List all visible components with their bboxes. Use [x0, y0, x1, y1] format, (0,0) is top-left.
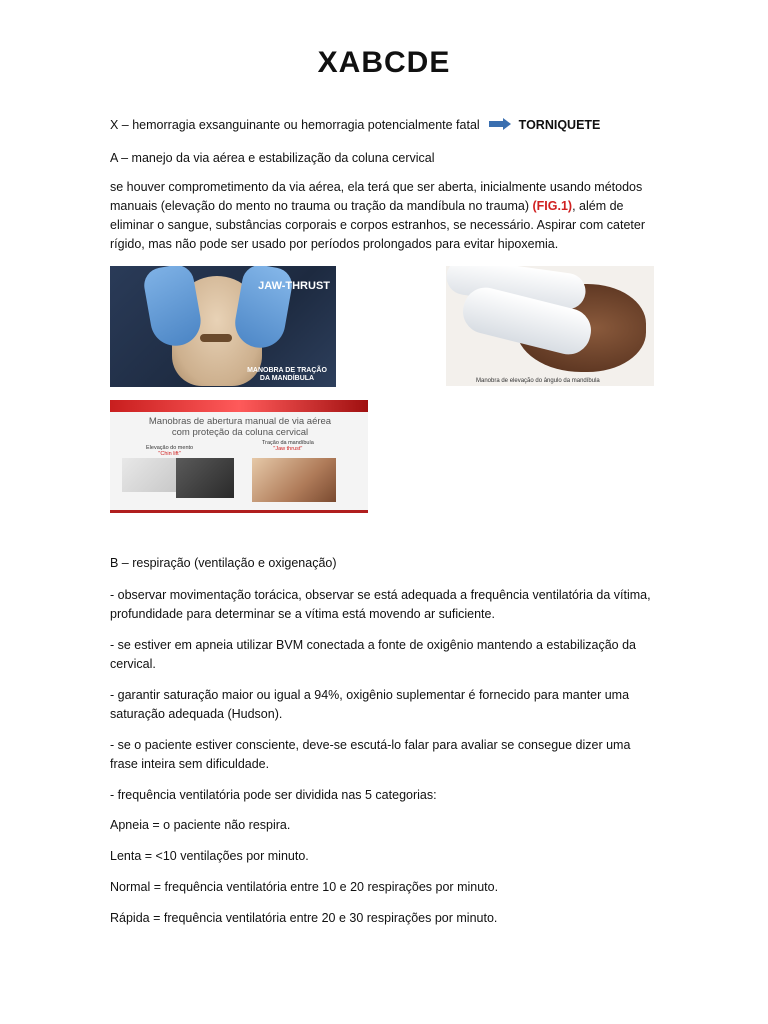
- mannequin-mouth: [200, 334, 232, 342]
- jaw-thrust-caption: MANOBRA DE TRAÇÃO DA MANDÍBULA: [247, 367, 327, 382]
- chin-lift-photo: [176, 458, 234, 498]
- b-heading: B – respiração (ventilação e oxigenação): [110, 556, 337, 570]
- x-line-text: X – hemorragia exsanguinante ou hemorragia potencialmente fatal: [110, 118, 480, 132]
- b-paragraph-4: - se o paciente estiver consciente, deve-se escutá-lo falar para avaliar se consegue dizer uma frase inteira sem dificuldade.: [110, 738, 631, 771]
- airway-maneuvers-slide: [110, 400, 368, 513]
- a-line: A – manejo da via aérea e estabilização da coluna cervical: [110, 151, 435, 165]
- torniquete-label: TORNIQUETE: [518, 118, 601, 132]
- jaw-thrust-photo: [252, 458, 336, 502]
- page-title: XABCDE: [317, 46, 451, 79]
- jaw-thrust-label-text: Tração da mandíbula: [262, 440, 314, 446]
- slide-top-bar: [110, 400, 368, 412]
- chin-lift-drawing: [122, 458, 177, 492]
- chin-lift-image: [446, 266, 654, 386]
- right-gloved-hand: [231, 266, 294, 352]
- b-paragraph-1: - observar movimentação torácica, observar se está adequada a frequência ventilatória da vítima, profundidade para determinar se a vítima está movendo ar suficiente.: [110, 588, 651, 621]
- jaw-thrust-tag: JAW-THRUST: [258, 280, 330, 292]
- slide-title: Manobras de abertura manual de via aérea com proteção da coluna cervical: [148, 416, 332, 438]
- chin-lift-label: [146, 445, 193, 457]
- fig-reference: (FIG.1): [532, 199, 573, 213]
- b-paragraph-3: - garantir saturação maior ou igual a 94%, oxigênio suplementar é fornecido para manter uma saturação adequada (Hudson).: [110, 688, 630, 721]
- b-paragraph-5: - frequência ventilatória pode ser dividida nas 5 categorias:: [110, 788, 437, 802]
- jaw-thrust-label: [262, 440, 314, 452]
- chin-lift-caption: Manobra de elevação do ângulo da mandíbula: [476, 378, 600, 384]
- arrow-right-icon: [489, 118, 511, 133]
- chin-lift-label-text: Elevação do mento: [146, 445, 194, 451]
- category-lenta: Lenta = <10 ventilações por minuto.: [110, 849, 309, 863]
- category-normal: Normal = frequência ventilatória entre 10 e 20 respirações por minuto.: [110, 880, 499, 894]
- jaw-thrust-image: [110, 266, 336, 387]
- chin-lift-label-sub: "Chin lift": [158, 451, 181, 457]
- x-line: [110, 118, 600, 133]
- category-rapida: Rápida = frequência ventilatória entre 20 e 30 respirações por minuto.: [110, 911, 498, 925]
- category-apneia: Apneia = o paciente não respira.: [110, 818, 291, 832]
- a-paragraph-text-2: , além de eliminar o sangue, substâncias corporais e corpos estranhos, se necessário. Aspirar com cateter rígido, mas não pode ser usado por períodos prolongados para evitar hipoxemia.: [110, 199, 645, 251]
- a-paragraph: [110, 178, 660, 254]
- jaw-thrust-label-sub: "Jaw thrust": [273, 446, 303, 452]
- b-paragraph-2: - se estiver em apneia utilizar BVM conectada a fonte de oxigênio mantendo a estabilização da cervical.: [110, 638, 637, 671]
- a-paragraph-text-1: se houver comprometimento da via aérea, ela terá que ser aberta, inicialmente usando métodos manuais (elevação do mento no trauma ou tração da mandíbula no trauma): [110, 180, 643, 213]
